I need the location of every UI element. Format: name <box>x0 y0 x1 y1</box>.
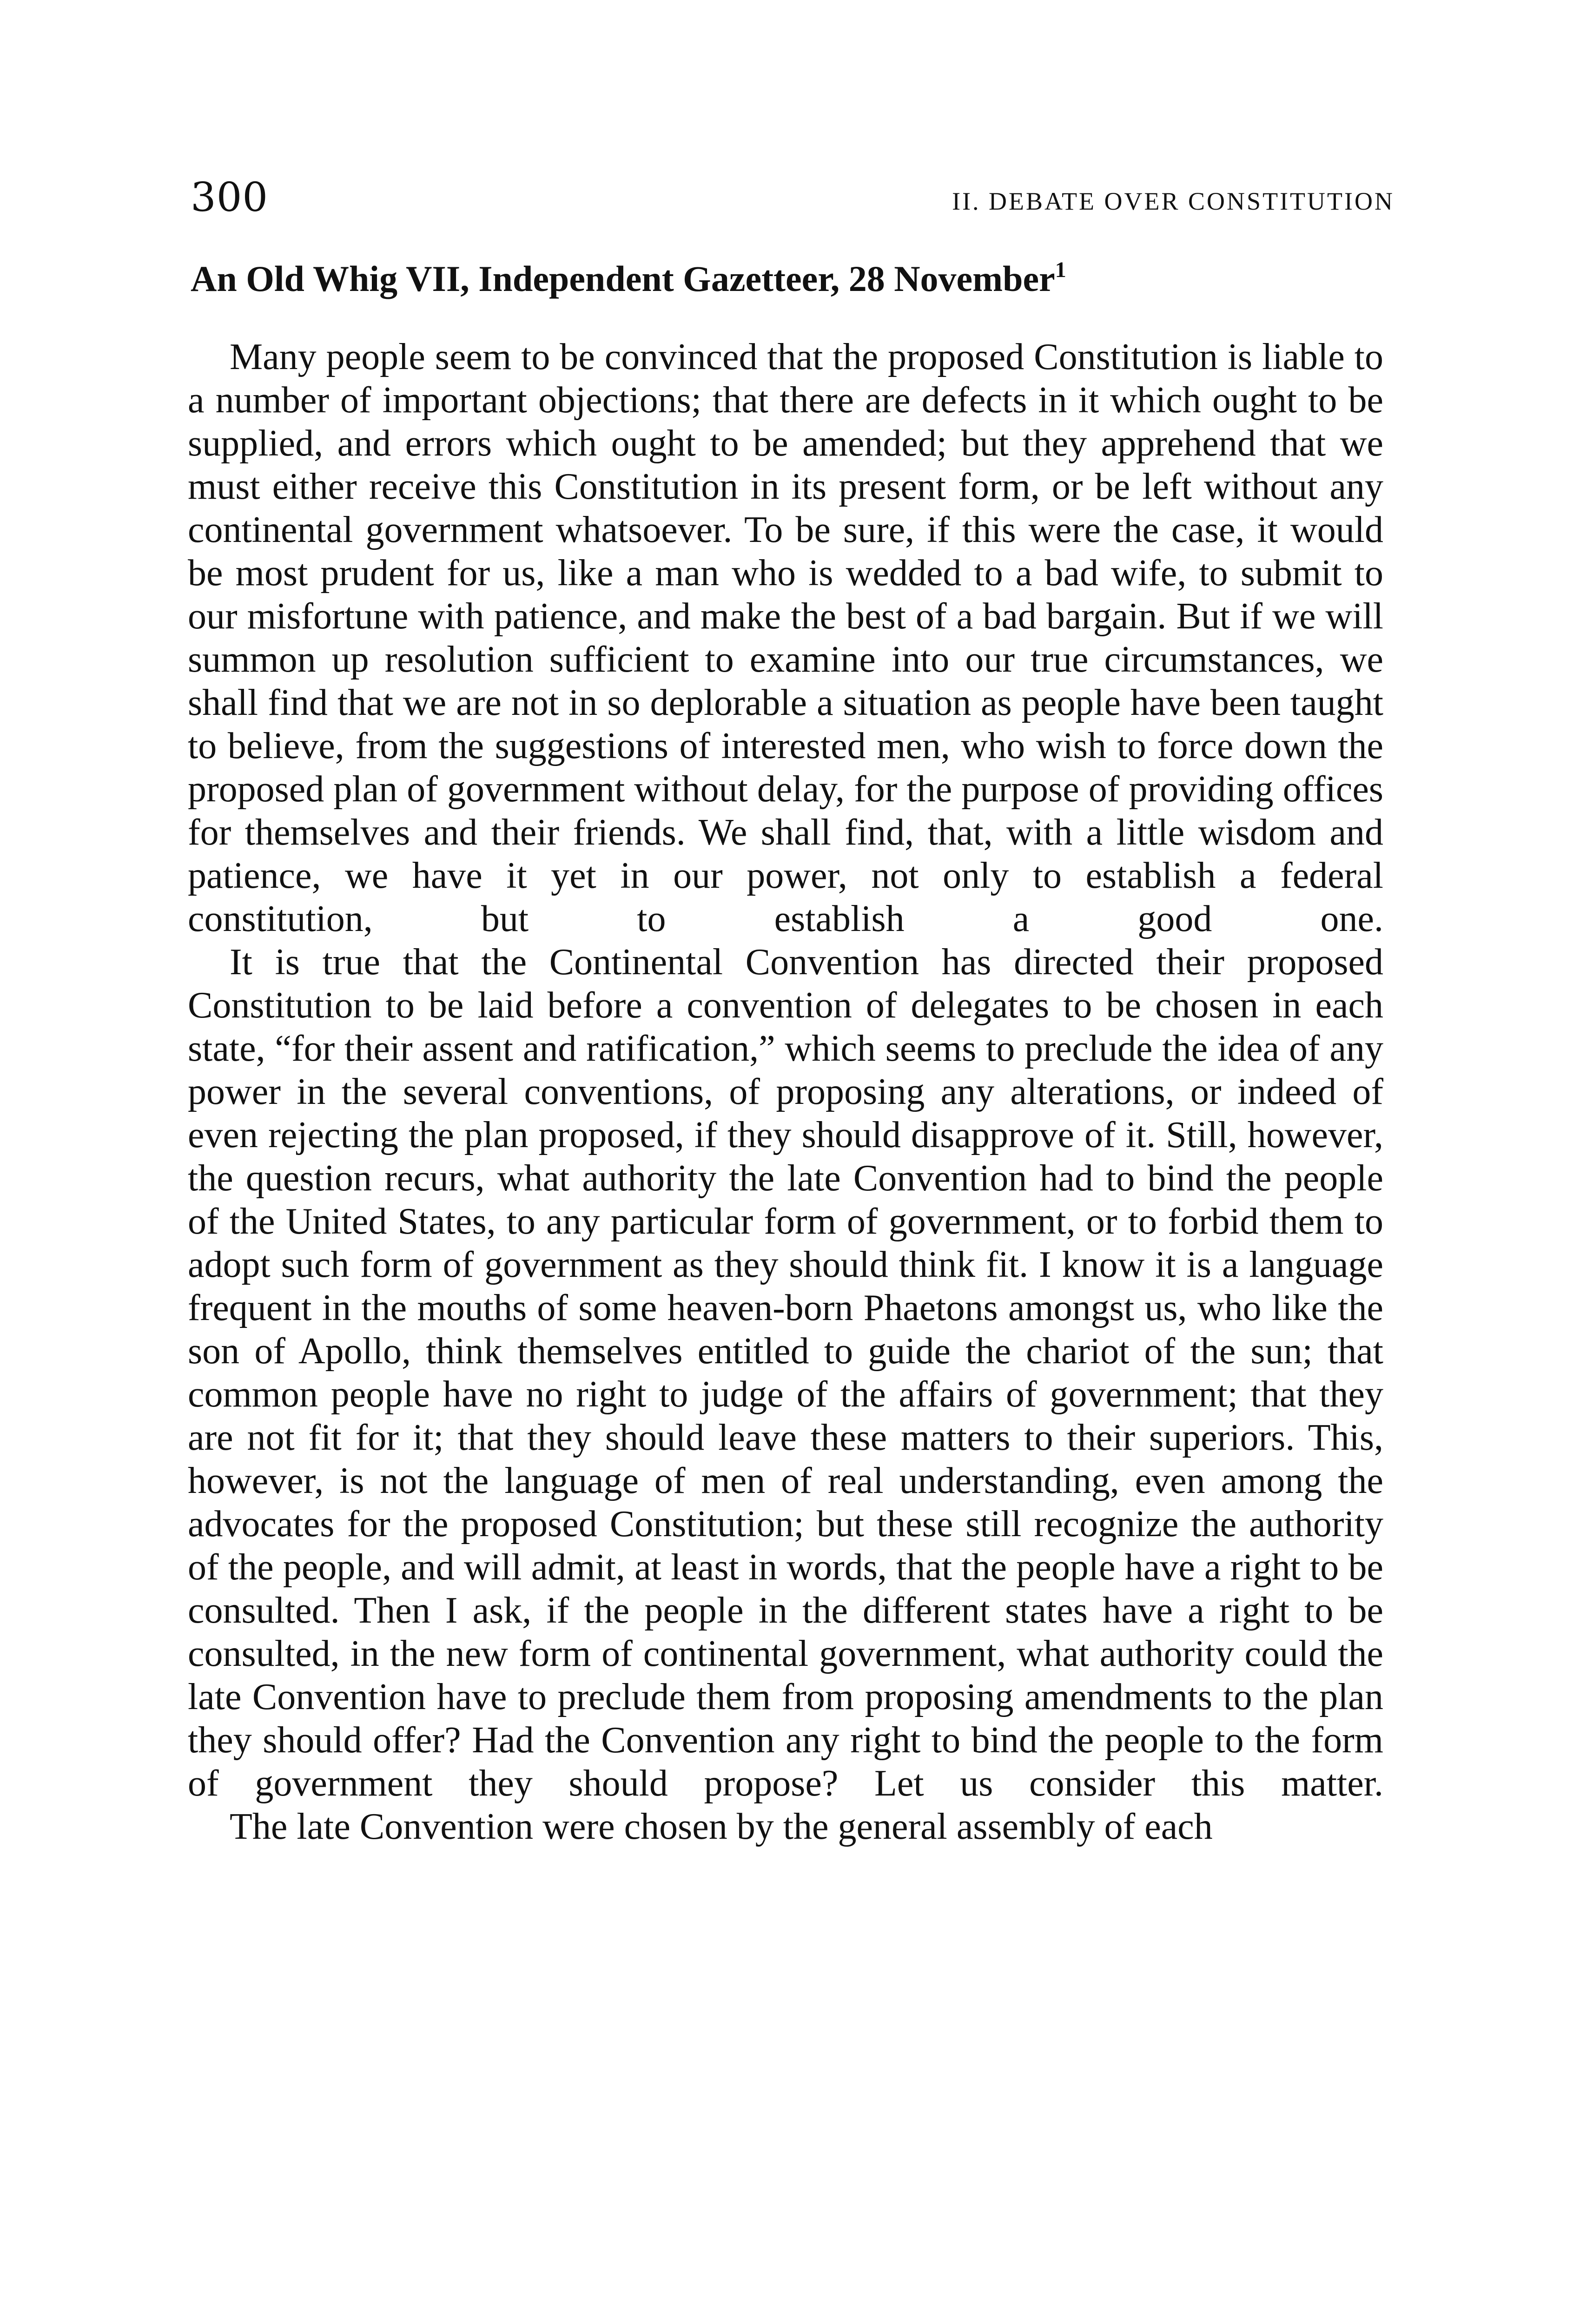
running-head: II. DEBATE OVER CONSTITUTION <box>952 187 1394 215</box>
footnote-marker: 1 <box>1055 257 1066 282</box>
article-body <box>188 336 1383 1849</box>
page-header <box>191 174 1394 225</box>
article-title <box>191 253 1066 304</box>
paragraph-3: The late Convention were chosen by the general assembly of each <box>230 1806 1213 1847</box>
article-title-text: An Old Whig VII, Independent Gazetteer, 28 November <box>191 258 1055 299</box>
page-number: 300 <box>191 174 269 221</box>
paragraph-1: Many people seem to be convinced that the proposed Constitution is liable to a number of important objections; that there are defects in it which ought to be supplied, and errors which ought to be amended; but they apprehend that we must either receive this Constitution in its present form, or be left without any continental government whatsoever. To be sure, if this were the case, it would be most prudent for us, like a man who is wedded to a bad wife, to submit to our misfortune with patience, and make the best of a bad bargain. But if we will summon up resolution sufficient to examine into our true circumstances, we shall find that we are not in so deplorable a situation as people have been taught to believe, from the suggestions of interested men, who wish to force down the proposed plan of government without delay, for the purpose of providing offices for themselves and their friends. We shall find, that, with a little wisdom and patience, we have it yet in our power, not only to establish a federal constitution, but to establish a good one. <box>188 337 1383 939</box>
paragraph-2: It is true that the Continental Convention has directed their proposed Constitution to be laid before a convention of delegates to be chosen in each state, “for their assent and ratification,” which seems to preclude the idea of any power in the several conventions, of proposing any alterations, or indeed of even rejecting the plan proposed, if they should disapprove of it. Still, however, the question recurs, what authority the late Convention had to bind the people of the United States, to any particular form of government, or to forbid them to adopt such form of government as they should think fit. I know it is a language frequent in the mouths of some heaven-born Phaetons amongst us, who like the son of Apollo, think themselves entitled to guide the chariot of the sun; that common people have no right to judge of the affairs of government; that they are not fit for it; that they should leave these matters to their superiors. This, however, is not the language of men of real understanding, even among the advocates for the proposed Constitution; but these still recognize the authority of the people, and will admit, at least in words, that the people have a right to be consulted. Then I ask, if the people in the different states have a right to be consulted, in the new form of continental government, what authority could the late Convention have to preclude them from proposing amendments to the plan they should offer? Had the Convention any right to bind the people to the form of government they should propose? Let us consider this matter. <box>188 942 1383 1804</box>
